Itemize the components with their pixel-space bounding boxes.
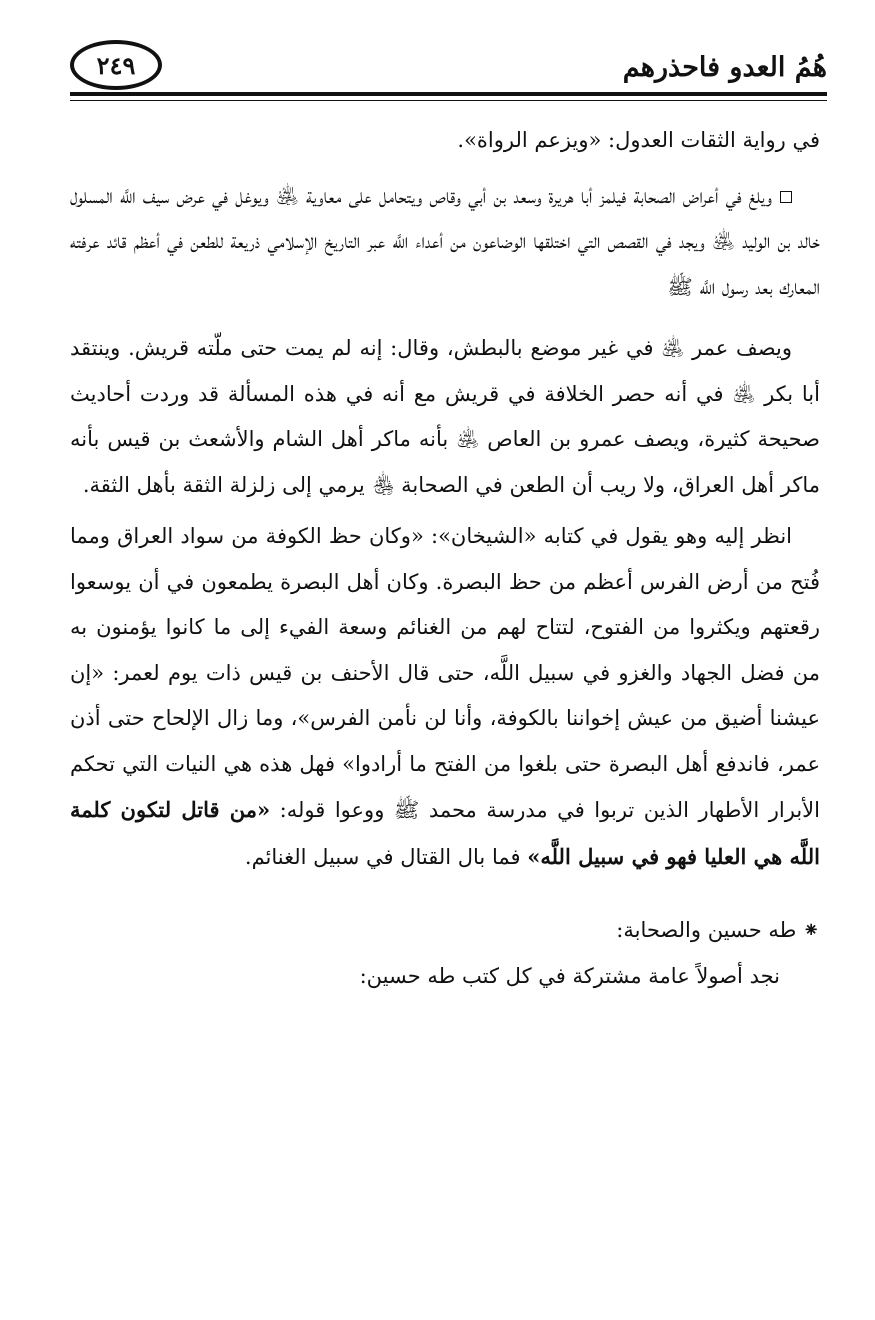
star-bullet-icon: ⁕ [802,918,820,942]
section-intro-line: نجد أصولاً عامة مشتركة في كل كتب طه حسين: [359,963,780,988]
paragraph-0: في رواية الثقات العدول: «ويزعم الرواة». [457,128,820,152]
header-rule-thin [70,100,827,101]
page-number: ٢٤٩ [70,40,162,90]
paragraph-3-text-a: انظر إليه وهو يقول في كتابه «الشيخان»: «وكان حظ الكوفة من سواد العراق ومما فُتح من أرض الفرس أعظم من حظ البصرة. وكان أهل البصرة يطمعون في أن يوسعوا رقعتهم ويكثروا من الفتوح، لتتاح لهم من الغنائم وسعة الفيء إلى ما كانوا يؤمنون به من فضل الجهاد والغزو في سبيل اللَّه، حتى قال الأحنف بن قيس ذات يوم لعمر: «إن عيشنا أضيق من عيش إخواننا بالكوفة، وأنا لن نأمن الفرس»، وما زال الإلحاح حتى أذن عمر، فاندفع أهل البصرة حتى بلغوا من الفتح ما أرادوا» فهل هذه هي النيات التي تحكم الأبرار الأطهار الذين تربوا في مدرسة محمد ﷺ ووعوا قوله: [70,524,820,822]
paragraph-3-text-b: فما بال القتال في سبيل الغنائم. [244,844,528,869]
paragraph-1-text: ويلغ في أعراض الصحابة فيلمز أبا هريرة وسعد بن أبي وقاص ويتحامل على معاوية ﵁ ويوغل في عرض سيف اللَّه المسلول خالد بن الوليد ﵁ ويجد في القصص التي اختلقها الوضاعون من أعداء اللَّه عبر التاريخ الإسلامي ذريعة للطعن في أعظم قائد عرفته المعارك بعد رسول اللَّه ﷺ [70,183,820,299]
section-heading-text: طه حسين والصحابة: [616,918,797,942]
header-rule-thick [70,92,827,96]
paragraph-3 [70,514,820,880]
running-title: هُمُ العدو فاحذرهم [622,52,827,83]
hadith-quote: «من قاتل لتكون كلمة اللَّه هي العليا فهو في سبيل اللَّه» [70,797,820,869]
paragraph-2: ويصف عمر ﵁ في غير موضع بالبطش، وقال: إنه لم يمت حتى ملّته قريش. وينتقد أبا بكر ﵁ في أنه حصر الخلافة في قريش مع أنه في هذه المسألة قد وردت أحاديث صحيحة كثيرة، ويصف عمرو بن العاص ﵁ بأنه ماكر أهل الشام والأشعث بن قيس بأنه ماكر أهل العراق، ولا ريب أن الطعن في الصحابة ﵃ يرمي إلى زلزلة الثقة بأهل الثقة. [70,336,820,497]
page-header [70,40,827,102]
paragraph-1 [70,174,820,311]
section-heading [70,908,820,954]
page-body [70,118,820,999]
box-bullet-icon [780,191,792,203]
